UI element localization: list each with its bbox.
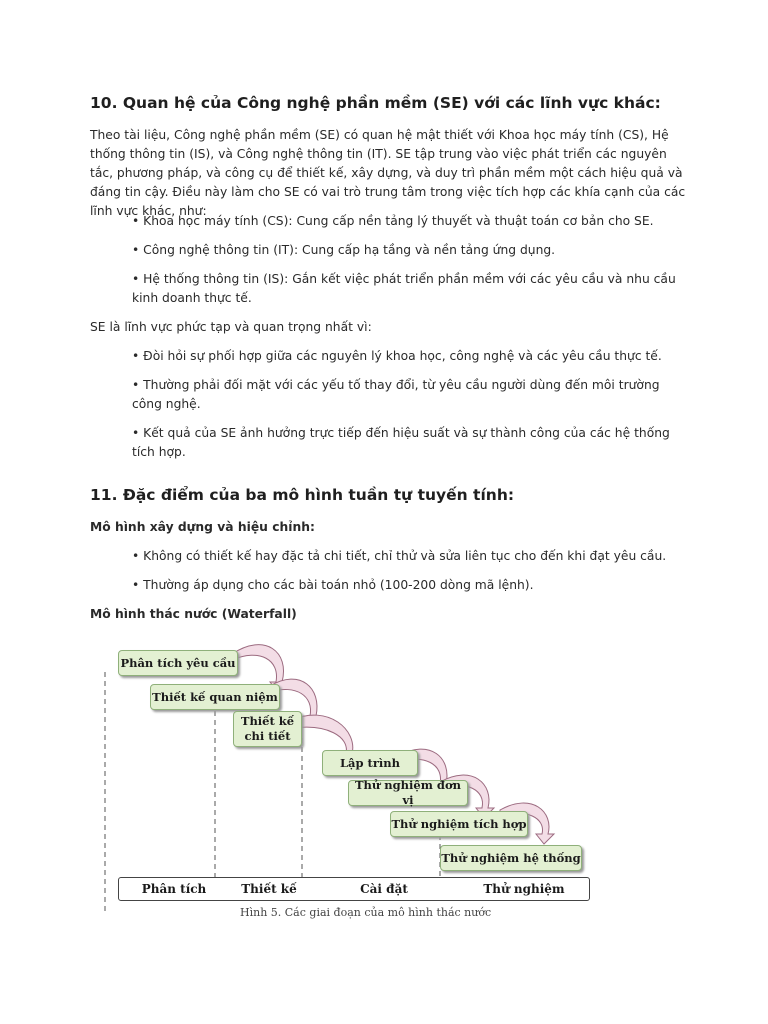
phase-analysis: Phân tích: [141, 882, 207, 896]
bullet-it: • Công nghệ thông tin (IT): Cung cấp hạ tầng và nền tảng ứng dụng.: [132, 243, 556, 257]
step-conceptual-design: Thiết kế quan niệm: [150, 684, 280, 710]
model-build-fix-title: Mô hình xây dựng và hiệu chỉnh:: [90, 520, 315, 534]
waterfall-diagram: [90, 634, 600, 934]
step-detailed-design: Thiết kế chi tiết: [233, 711, 302, 747]
phase-design: Thiết kế: [241, 882, 297, 896]
step-programming: Lập trình: [322, 750, 418, 776]
step-requirements-analysis: Phân tích yêu cầu: [118, 650, 238, 676]
step-system-testing: Thử nghiệm hệ thống: [440, 845, 582, 871]
phase-testing: Thử nghiệm: [483, 882, 565, 896]
bullet-cs: • Khoa học máy tính (CS): Cung cấp nền tảng lý thuyết và thuật toán cơ bản cho SE.: [132, 214, 654, 228]
build-fix-bullet-1: • Không có thiết kế hay đặc tả chi tiết, chỉ thử và sửa liên tục cho đến khi đạt yêu cầu.: [132, 549, 667, 563]
phase-bar: [118, 877, 590, 901]
step-integration-testing: Thử nghiệm tích hợp: [390, 811, 528, 837]
reason-impact: • Kết quả của SE ảnh hưởng trực tiếp đến hiệu suất và sự thành công của các hệ thống tích hợp.: [132, 426, 670, 459]
figure-caption: Hình 5. Các giai đoạn của mô hình thác nước: [240, 906, 492, 919]
section-10-intro: Theo tài liệu, Công nghệ phần mềm (SE) có quan hệ mật thiết với Khoa học máy tính (CS), Hệ thống thông tin (IS), và Công nghệ thông tin (IT). SE tập trung vào việc phát triển các nguyên tắc, phương pháp, và công cụ để thiết kế, xây dựng, và duy trì phần mềm một cách hiệu quả và đáng tin cậy. Điều này làm cho SE có vai trò trung tâm trong việc tích hợp các khía cạnh của các lĩnh vực khác, như:: [90, 128, 686, 218]
section-11-heading: 11. Đặc điểm của ba mô hình tuần tự tuyến tính:: [90, 486, 515, 504]
model-waterfall-title: Mô hình thác nước (Waterfall): [90, 607, 297, 621]
section-10-heading: 10. Quan hệ của Công nghệ phần mềm (SE) với các lĩnh vực khác:: [90, 94, 661, 112]
se-statement: SE là lĩnh vực phức tạp và quan trọng nhất vì:: [90, 320, 372, 334]
bullet-is: • Hệ thống thông tin (IS): Gắn kết việc phát triển phần mềm với các yêu cầu và nhu cầu kinh doanh thực tế.: [132, 272, 676, 305]
phase-implementation: Cài đặt: [360, 882, 408, 896]
build-fix-bullet-2: • Thường áp dụng cho các bài toán nhỏ (100-200 dòng mã lệnh).: [132, 578, 534, 592]
reason-change: • Thường phải đối mặt với các yếu tố thay đổi, từ yêu cầu người dùng đến môi trường công nghệ.: [132, 378, 660, 411]
step-unit-testing: Thử nghiệm đơn vị: [348, 780, 468, 806]
reason-coordination: • Đòi hỏi sự phối hợp giữa các nguyên lý khoa học, công nghệ và các yêu cầu thực tế.: [132, 349, 662, 363]
